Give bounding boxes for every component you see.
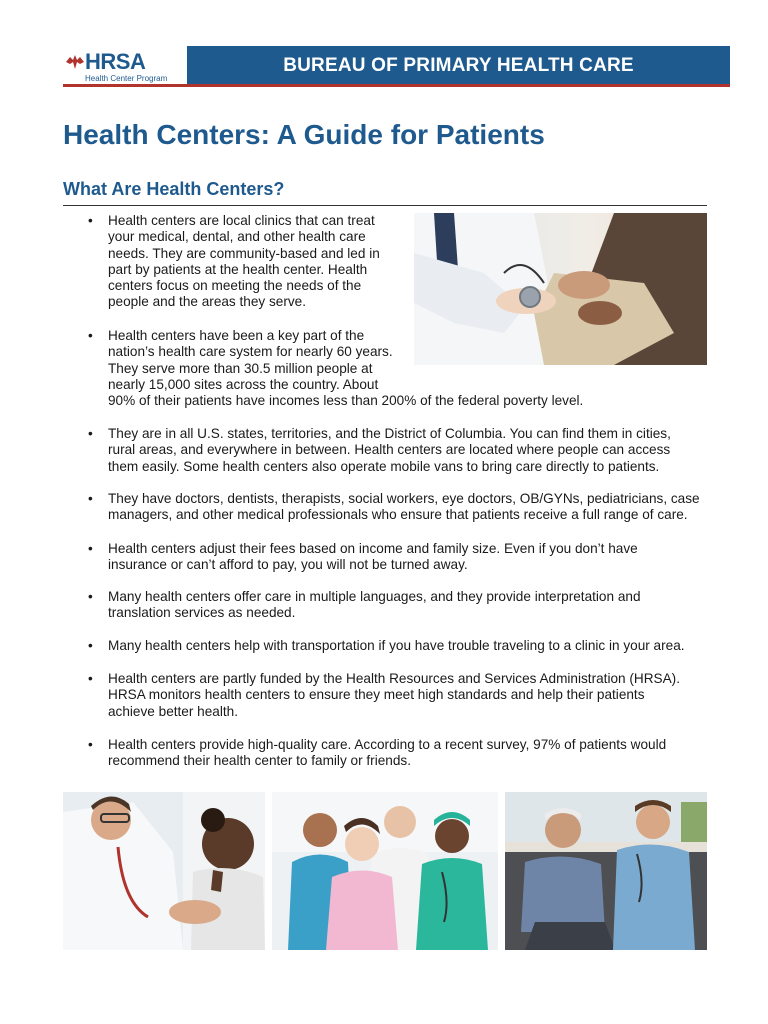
- bullet-line: recommend their health center to family or friends.: [108, 753, 411, 769]
- bullet-text: [108, 589, 708, 622]
- bullet-line: your medical, dental, and other health care: [108, 229, 366, 245]
- bullet-text: [108, 671, 708, 720]
- banner-title: BUREAU OF PRIMARY HEALTH CARE: [283, 55, 634, 76]
- bullet-text: [108, 491, 708, 524]
- bullet-line: rural areas, and everywhere in between. Health centers are located where people can access: [108, 442, 671, 458]
- bullet-line: Many health centers help with transportation if you have trouble traveling to a clinic in your area.: [108, 638, 685, 653]
- bullet-line: 90% of their patients have incomes less than 200% of the federal poverty level.: [108, 393, 584, 409]
- bullet-line: Health centers are partly funded by the Health Resources and Services Administration (HRSA).: [108, 671, 680, 686]
- bullet-line: nearly 15,000 sites across the country. About: [108, 376, 379, 392]
- bullet-line: They serve more than 30.5 million people at: [108, 360, 373, 376]
- bullet-line: needs. They are community-based and led in: [108, 245, 380, 261]
- bullet-line: them easily. Some health centers also operate mobile vans to bring care directly to patients.: [108, 458, 660, 474]
- bullet-line: Health centers are local clinics that can treat: [108, 213, 375, 228]
- bullet-text: [108, 213, 398, 311]
- bullet-dot: •: [88, 491, 93, 506]
- bullet-line: people and the areas they serve.: [108, 294, 306, 310]
- bullet-line: Health centers adjust their fees based on income and family size. Even if you don’t have: [108, 541, 638, 556]
- bullet-dot: •: [88, 213, 93, 228]
- bullet-line: HRSA monitors health centers to ensure they meet high standards and help their patients: [108, 687, 645, 703]
- bullet-text: [108, 737, 708, 770]
- bullet-dot: •: [88, 426, 93, 441]
- bullet-dot: •: [88, 638, 93, 653]
- bullet-line: nation’s health care system for nearly 60 years.: [108, 344, 393, 360]
- bullet-dot: •: [88, 541, 93, 556]
- hrsa-logo: [63, 46, 187, 86]
- page-title: Health Centers: A Guide for Patients: [63, 119, 545, 150]
- bullet-line: part by patients at the health center. Health: [108, 261, 368, 277]
- header-rule: [63, 84, 730, 87]
- bullet-line: translation services as needed.: [108, 605, 296, 621]
- header-banner: [187, 46, 730, 84]
- bullet-line: They have doctors, dentists, therapists, social workers, eye doctors, OB/GYNs, pediatricians, case: [108, 491, 700, 506]
- logo-subtext: Health Center Program: [85, 74, 168, 83]
- bullet-line: managers, and other medical professionals who ensure that patients receive a full range of care.: [108, 507, 688, 523]
- bullet-dot: •: [88, 589, 93, 604]
- nurse-older-patient-photo: [505, 792, 707, 950]
- bullet-text: [108, 426, 708, 475]
- bullet-dot: •: [88, 328, 93, 343]
- logo-text: HRSA: [85, 49, 146, 74]
- bullet-line: Health centers have been a key part of the: [108, 328, 365, 343]
- bullet-dot: •: [88, 671, 93, 686]
- section-heading: What Are Health Centers?: [63, 179, 285, 199]
- section-divider: [63, 205, 707, 206]
- bullet-line: centers focus on meeting the needs of the: [108, 278, 362, 294]
- medical-team-group-photo: [272, 792, 498, 950]
- bullet-line: achieve better health.: [108, 703, 238, 719]
- document-header: [63, 46, 730, 88]
- doctor-holding-patient-hands-photo: [414, 213, 707, 365]
- bullet-text: [108, 541, 708, 574]
- bullet-line: insurance or can’t afford to pay, you will not be turned away.: [108, 557, 468, 573]
- bullet-line: Many health centers offer care in multiple languages, and they provide interpretation and: [108, 589, 641, 604]
- bullet-dot: •: [88, 737, 93, 752]
- doctor-child-stethoscope-photo: [63, 792, 265, 950]
- bullet-line: They are in all U.S. states, territories, and the District of Columbia. You can find them in cities,: [108, 426, 671, 441]
- eagle-icon: [65, 53, 85, 71]
- bullet-text: [108, 638, 708, 654]
- bullet-line: Health centers provide high-quality care. According to a recent survey, 97% of patients would: [108, 737, 667, 752]
